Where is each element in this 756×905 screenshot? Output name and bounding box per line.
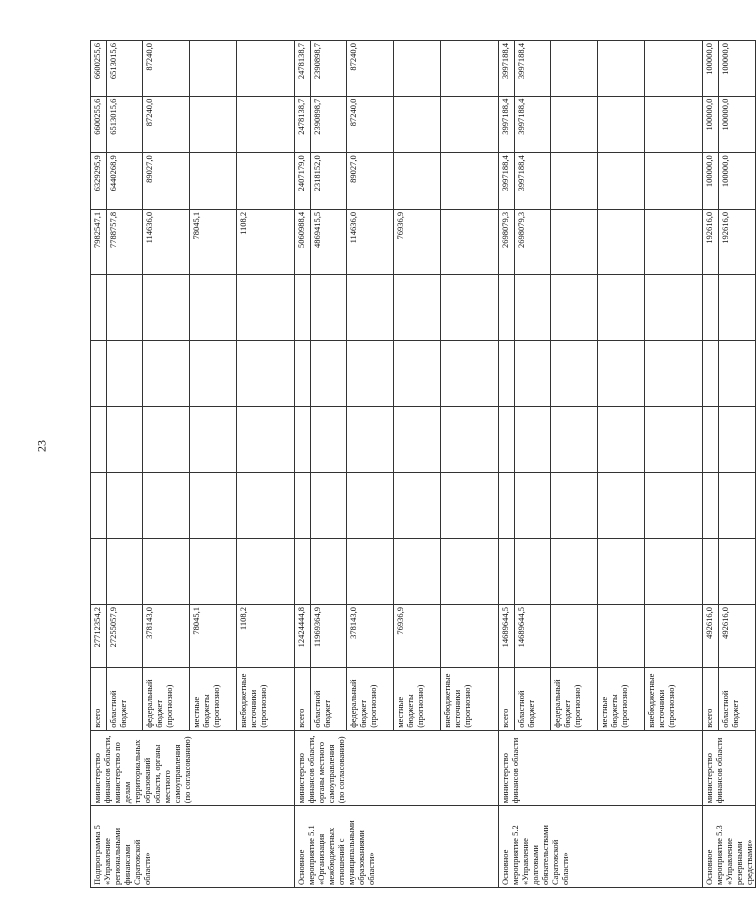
year-amount-cell: 6600255,6 [91, 41, 107, 97]
year-amount-cell [190, 274, 237, 340]
year-amount-cell [515, 538, 551, 604]
total-amount-cell: 11969364,9 [311, 605, 347, 668]
year-amount-cell [295, 406, 311, 472]
year-amount-cell [551, 340, 598, 406]
year-amount-cell: 100000,0 [719, 41, 756, 97]
year-amount-cell [295, 340, 311, 406]
total-amount-cell [645, 605, 703, 668]
year-amount-cell [394, 274, 441, 340]
year-amount-cell [441, 472, 499, 538]
year-amount-cell [551, 406, 598, 472]
year-amount-cell: 192616,0 [719, 209, 756, 274]
year-amount-cell [107, 274, 143, 340]
year-amount-cell [190, 340, 237, 406]
year-amount-cell [143, 406, 190, 472]
year-amount-cell [143, 340, 190, 406]
year-amount-cell [237, 406, 295, 472]
year-amount-cell: 3997188,4 [515, 153, 551, 210]
total-amount-cell: 378143,0 [347, 605, 394, 668]
year-amount-cell: 1108,2 [237, 209, 295, 274]
year-amount-cell [441, 153, 499, 210]
year-amount-cell [311, 538, 347, 604]
year-amount-cell [703, 340, 719, 406]
year-amount-cell: 100000,0 [703, 41, 719, 97]
year-amount-cell [107, 406, 143, 472]
funding-source-cell: федеральный бюджет (прогнозно) [347, 667, 394, 730]
year-amount-cell [91, 274, 107, 340]
year-amount-cell: 2318152,0 [311, 153, 347, 210]
total-amount-cell [598, 605, 645, 668]
year-amount-cell [499, 406, 515, 472]
year-amount-cell [394, 41, 441, 97]
year-amount-cell: 87240,0 [347, 41, 394, 97]
year-amount-cell [515, 406, 551, 472]
year-amount-cell: 4869415,5 [311, 209, 347, 274]
total-amount-cell: 1108,2 [237, 605, 295, 668]
year-amount-cell [237, 472, 295, 538]
year-amount-cell [143, 538, 190, 604]
year-amount-cell: 6600255,6 [91, 96, 107, 153]
year-amount-cell [441, 41, 499, 97]
year-amount-cell: 100000,0 [703, 96, 719, 153]
funding-source-cell: внебюджетные источники (прогнозно) [237, 667, 295, 730]
year-amount-cell [91, 472, 107, 538]
year-amount-cell: 100000,0 [719, 153, 756, 210]
year-amount-cell [598, 274, 645, 340]
year-amount-cell [551, 274, 598, 340]
year-amount-cell [394, 96, 441, 153]
year-amount-cell [237, 538, 295, 604]
program-name-cell: Основное мероприятие 5.3 «Управление резервными средствами» [703, 806, 756, 888]
year-amount-cell [190, 406, 237, 472]
year-amount-cell [441, 274, 499, 340]
year-amount-cell: 78045,1 [190, 209, 237, 274]
funding-source-cell: областной бюджет [311, 667, 347, 730]
year-amount-cell [190, 153, 237, 210]
year-amount-cell [441, 340, 499, 406]
funding-source-cell: всего [91, 667, 107, 730]
executor-cell: министерство финансов области, министерство по делам территориальных образований области, органы местного самоуправления (по согласованию) [91, 730, 295, 805]
year-amount-cell [237, 96, 295, 153]
year-amount-cell: 2478138,7 [295, 96, 311, 153]
year-amount-cell [394, 406, 441, 472]
table-row [295, 41, 311, 888]
year-amount-cell [703, 472, 719, 538]
year-amount-cell [441, 209, 499, 274]
funding-source-cell: федеральный бюджет (прогнозно) [143, 667, 190, 730]
year-amount-cell: 6440268,9 [107, 153, 143, 210]
year-amount-cell [311, 274, 347, 340]
table-body [91, 41, 756, 888]
year-amount-cell [598, 153, 645, 210]
year-amount-cell [347, 538, 394, 604]
year-amount-cell [237, 274, 295, 340]
year-amount-cell: 6513015,6 [107, 96, 143, 153]
year-amount-cell [499, 538, 515, 604]
year-amount-cell [515, 340, 551, 406]
year-amount-cell [190, 96, 237, 153]
year-amount-cell: 76936,9 [394, 209, 441, 274]
year-amount-cell: 7982547,1 [91, 209, 107, 274]
year-amount-cell [645, 274, 703, 340]
program-name-cell: Основное мероприятие 5.2 «Управление долговыми обязательствами Саратовской области» [499, 806, 703, 888]
year-amount-cell [645, 406, 703, 472]
year-amount-cell: 87240,0 [143, 96, 190, 153]
year-amount-cell [237, 153, 295, 210]
year-amount-cell [645, 538, 703, 604]
funding-source-cell: всего [703, 667, 719, 730]
year-amount-cell [107, 340, 143, 406]
year-amount-cell [645, 96, 703, 153]
executor-cell: министерство финансов области [499, 730, 703, 805]
year-amount-cell: 3997188,4 [499, 153, 515, 210]
year-amount-cell [394, 153, 441, 210]
year-amount-cell [515, 274, 551, 340]
year-amount-cell [347, 340, 394, 406]
year-amount-cell: 2407179,0 [295, 153, 311, 210]
year-amount-cell [703, 538, 719, 604]
executor-cell: министерство финансов области [703, 730, 756, 805]
year-amount-cell: 87240,0 [347, 96, 394, 153]
year-amount-cell [598, 209, 645, 274]
funding-source-cell: местные бюджеты (прогнозно) [394, 667, 441, 730]
page-number: 23 [34, 440, 49, 452]
year-amount-cell [551, 153, 598, 210]
year-amount-cell [551, 209, 598, 274]
year-amount-cell [143, 274, 190, 340]
total-amount-cell: 14689644,5 [499, 605, 515, 668]
table-row [703, 41, 719, 888]
year-amount-cell [598, 406, 645, 472]
year-amount-cell [347, 472, 394, 538]
year-amount-cell: 89027,0 [143, 153, 190, 210]
funding-source-cell: местные бюджеты (прогнозно) [598, 667, 645, 730]
year-amount-cell [645, 153, 703, 210]
executor-cell: министерство финансов области, органы местного самоуправления (по согласованию) [295, 730, 499, 805]
year-amount-cell [719, 406, 756, 472]
year-amount-cell: 100000,0 [703, 153, 719, 210]
year-amount-cell: 7788757,8 [107, 209, 143, 274]
year-amount-cell [551, 472, 598, 538]
year-amount-cell: 3997188,4 [515, 41, 551, 97]
year-amount-cell [499, 274, 515, 340]
table-frame [90, 40, 755, 888]
program-name-cell: Основное мероприятие 5.1 «Организация межбюджетных отношений с муниципальными образованиями области» [295, 806, 499, 888]
year-amount-cell [598, 538, 645, 604]
year-amount-cell: 114636,0 [347, 209, 394, 274]
year-amount-cell [394, 538, 441, 604]
year-amount-cell: 6513015,6 [107, 41, 143, 97]
year-amount-cell: 87240,0 [143, 41, 190, 97]
year-amount-cell [598, 41, 645, 97]
year-amount-cell: 2390898,7 [311, 96, 347, 153]
total-amount-cell [441, 605, 499, 668]
budget-table [90, 40, 756, 888]
total-amount-cell: 76936,9 [394, 605, 441, 668]
year-amount-cell: 2698079,3 [499, 209, 515, 274]
funding-source-cell: всего [499, 667, 515, 730]
year-amount-cell [598, 96, 645, 153]
year-amount-cell [719, 472, 756, 538]
year-amount-cell [311, 340, 347, 406]
year-amount-cell [719, 538, 756, 604]
year-amount-cell [499, 472, 515, 538]
year-amount-cell [598, 472, 645, 538]
year-amount-cell [143, 472, 190, 538]
total-amount-cell: 14689644,5 [515, 605, 551, 668]
year-amount-cell: 192616,0 [703, 209, 719, 274]
total-amount-cell: 12424444,8 [295, 605, 311, 668]
year-amount-cell [91, 538, 107, 604]
funding-source-cell: областной бюджет [515, 667, 551, 730]
year-amount-cell [295, 538, 311, 604]
year-amount-cell: 6329295,9 [91, 153, 107, 210]
year-amount-cell [91, 406, 107, 472]
year-amount-cell [719, 274, 756, 340]
year-amount-cell [190, 538, 237, 604]
year-amount-cell [645, 209, 703, 274]
funding-source-cell: внебюджетные источники (прогнозно) [441, 667, 499, 730]
year-amount-cell [107, 472, 143, 538]
year-amount-cell [190, 472, 237, 538]
program-name-cell: Подпрограмма 5 «Управление региональными финансами Саратовской области» [91, 806, 295, 888]
year-amount-cell [515, 472, 551, 538]
year-amount-cell [598, 340, 645, 406]
total-amount-cell: 378143,0 [143, 605, 190, 668]
total-amount-cell: 27255057,9 [107, 605, 143, 668]
year-amount-cell [295, 274, 311, 340]
year-amount-cell: 3997188,4 [499, 41, 515, 97]
year-amount-cell [347, 274, 394, 340]
funding-source-cell: федеральный бюджет (прогнозно) [551, 667, 598, 730]
year-amount-cell [295, 472, 311, 538]
year-amount-cell: 2478138,7 [295, 41, 311, 97]
year-amount-cell [237, 340, 295, 406]
year-amount-cell [703, 406, 719, 472]
year-amount-cell [311, 472, 347, 538]
year-amount-cell [237, 41, 295, 97]
year-amount-cell: 5060988,4 [295, 209, 311, 274]
year-amount-cell: 2698079,3 [515, 209, 551, 274]
year-amount-cell [499, 340, 515, 406]
year-amount-cell: 3997188,4 [499, 96, 515, 153]
year-amount-cell [394, 472, 441, 538]
year-amount-cell [441, 96, 499, 153]
funding-source-cell: всего [295, 667, 311, 730]
total-amount-cell: 78045,1 [190, 605, 237, 668]
year-amount-cell [107, 538, 143, 604]
total-amount-cell: 27712354,2 [91, 605, 107, 668]
year-amount-cell: 89027,0 [347, 153, 394, 210]
funding-source-cell: областной бюджет [719, 667, 756, 730]
funding-source-cell: местные бюджеты (прогнозно) [190, 667, 237, 730]
year-amount-cell [551, 96, 598, 153]
year-amount-cell [441, 538, 499, 604]
year-amount-cell [703, 274, 719, 340]
year-amount-cell [645, 41, 703, 97]
funding-source-cell: областной бюджет [107, 667, 143, 730]
total-amount-cell [551, 605, 598, 668]
year-amount-cell [551, 41, 598, 97]
table-row [499, 41, 515, 888]
year-amount-cell [441, 406, 499, 472]
year-amount-cell [91, 340, 107, 406]
funding-source-cell: внебюджетные источники (прогнозно) [645, 667, 703, 730]
year-amount-cell: 114636,0 [143, 209, 190, 274]
total-amount-cell: 492616,0 [703, 605, 719, 668]
year-amount-cell: 100000,0 [719, 96, 756, 153]
year-amount-cell [645, 472, 703, 538]
table-row [91, 41, 107, 888]
year-amount-cell: 3997188,4 [515, 96, 551, 153]
year-amount-cell [347, 406, 394, 472]
year-amount-cell [311, 406, 347, 472]
year-amount-cell [190, 41, 237, 97]
year-amount-cell: 2390898,7 [311, 41, 347, 97]
year-amount-cell [645, 340, 703, 406]
year-amount-cell [394, 340, 441, 406]
year-amount-cell [551, 538, 598, 604]
year-amount-cell [719, 340, 756, 406]
total-amount-cell: 492616,0 [719, 605, 756, 668]
